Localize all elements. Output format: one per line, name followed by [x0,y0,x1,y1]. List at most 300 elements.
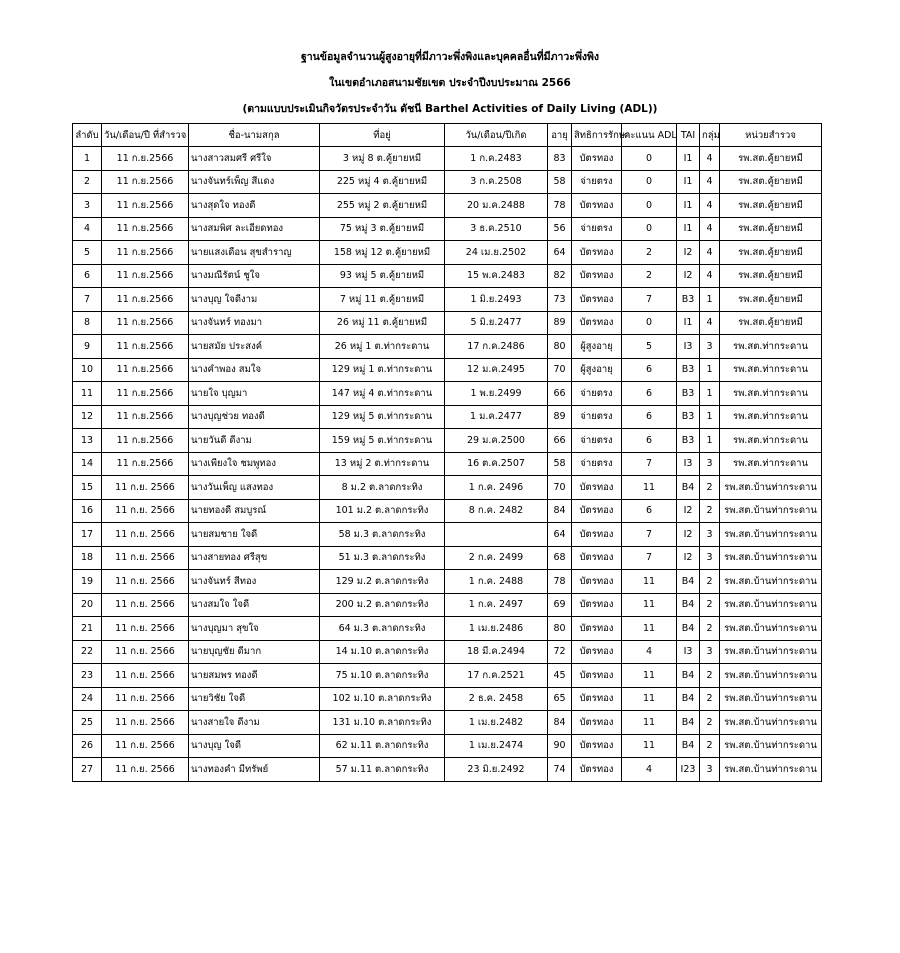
table-cell: 11 ก.ย.2566 [102,170,189,194]
table-cell: รพ.สต.คู้ยายหมี [720,170,822,194]
table-cell: 62 ม.11 ต.ลาดกระทิง [320,734,445,758]
table-cell: 27 [73,758,102,782]
table-cell: รพ.สต.บ้านท่ากระดาน [720,734,822,758]
table-cell: รพ.สต.บ้านท่ากระดาน [720,570,822,594]
table-cell: 16 [73,499,102,523]
table-cell: 1 [700,382,720,406]
table-cell: 3 หมู่ 8 ต.คู้ยายหมี [320,147,445,171]
table-cell: 18 [73,546,102,570]
table-cell: นายใจ บุญมา [189,382,320,406]
table-cell: 6 [622,429,677,453]
table-cell: นายสมพร ทองดี [189,664,320,688]
table-cell: 4 [622,758,677,782]
table-cell: รพ.สต.บ้านท่ากระดาน [720,593,822,617]
table-row [73,711,822,735]
table-cell: รพ.สต.ท่ากระดาน [720,358,822,382]
table-row [73,734,822,758]
table-cell: 2 [700,570,720,594]
title-line-1: ฐานข้อมูลจำนวนผู้สูงอายุที่มีภาวะพึ่งพิงและบุคคลอื่นที่มีภาวะพึ่งพิง [300,51,600,63]
table-cell: 72 [548,640,572,664]
table-cell: 17 [73,523,102,547]
table-cell: 58 [548,170,572,194]
table-cell: 56 [548,217,572,241]
table-row [73,499,822,523]
table-cell: I2 [677,264,700,288]
table-cell: รพ.สต.ท่ากระดาน [720,452,822,476]
table-cell: บัตรทอง [572,664,622,688]
table-cell: 13 [73,429,102,453]
table-cell: รพ.สต.บ้านท่ากระดาน [720,640,822,664]
table-cell: 66 [548,429,572,453]
table-cell: 2 [622,241,677,265]
table-cell: 75 ม.10 ต.ลาดกระทิง [320,664,445,688]
table-cell: B4 [677,664,700,688]
header-cell: คะแนน ADL [622,124,677,147]
table-cell: 3 ก.ค.2508 [445,170,548,194]
table-cell: 11 ก.ย.2566 [102,452,189,476]
table-cell: จ่ายตรง [572,217,622,241]
table-cell: ผู้สูงอายุ [572,358,622,382]
table-cell: 4 [700,170,720,194]
table-cell: I2 [677,241,700,265]
header-cell: ลำดับ [73,124,102,147]
table-cell: 4 [700,311,720,335]
table-cell: 158 หมู่ 12 ต.คู้ยายหมี [320,241,445,265]
table-cell: 4 [622,640,677,664]
table-cell: 14 [73,452,102,476]
table-cell: นายแสงเดือน สุขสำราญ [189,241,320,265]
table-cell: จ่ายตรง [572,452,622,476]
table-cell: นางจันทร์ ทองมา [189,311,320,335]
table-cell: 11 ก.ย.2566 [102,429,189,453]
table-cell: 7 [622,452,677,476]
table-cell: นายสมัย ประสงค์ [189,335,320,359]
table-cell: 11 [622,664,677,688]
table-cell: รพ.สต.ท่ากระดาน [720,405,822,429]
table-cell: บัตรทอง [572,711,622,735]
table-cell: รพ.สต.บ้านท่ากระดาน [720,546,822,570]
table-cell: 10 [73,358,102,382]
table-cell: จ่ายตรง [572,429,622,453]
table-cell: บัตรทอง [572,687,622,711]
table-cell: 3 ธ.ค.2510 [445,217,548,241]
table-cell: 102 ม.10 ต.ลาดกระทิง [320,687,445,711]
table-cell: B4 [677,687,700,711]
table-cell: 70 [548,476,572,500]
header-cell: กลุ่ม [700,124,720,147]
table-cell: 255 หมู่ 2 ต.คู้ยายหมี [320,194,445,218]
table-cell: รพ.สต.คู้ยายหมี [720,147,822,171]
table-cell: บัตรทอง [572,570,622,594]
table-cell: 6 [622,358,677,382]
table-cell: 25 [73,711,102,735]
table-cell: 7 [622,546,677,570]
table-cell: 11 ก.ย. 2566 [102,499,189,523]
table-row [73,382,822,406]
table-cell: 0 [622,217,677,241]
table-cell: รพ.สต.ท่ากระดาน [720,335,822,359]
table-cell: บัตรทอง [572,758,622,782]
table-cell: 21 [73,617,102,641]
table-cell: 73 [548,288,572,312]
table-cell: 11 [622,711,677,735]
elderly-adl-table [72,123,822,782]
table-cell: 7 [73,288,102,312]
table-cell: 80 [548,335,572,359]
table-cell [445,523,548,547]
table-cell: รพ.สต.บ้านท่ากระดาน [720,476,822,500]
table-cell: 89 [548,311,572,335]
table-cell: 82 [548,264,572,288]
table-cell: นางคำพอง สมใจ [189,358,320,382]
table-cell: นางมณีรัตน์ ชูใจ [189,264,320,288]
table-cell: 1 ม.ค.2477 [445,405,548,429]
table-cell: รพ.สต.คู้ยายหมี [720,217,822,241]
table-cell: นางสมใจ ใจดี [189,593,320,617]
table-cell: 80 [548,617,572,641]
table-cell: 11 ก.ย.2566 [102,335,189,359]
table-cell: 11 ก.ย.2566 [102,241,189,265]
table-cell: 11 ก.ย. 2566 [102,734,189,758]
table-cell: บัตรทอง [572,523,622,547]
table-cell: B3 [677,382,700,406]
table-cell: รพ.สต.คู้ยายหมี [720,264,822,288]
table-cell: 58 [548,452,572,476]
table-cell: นางบุญมา สุขใจ [189,617,320,641]
table-cell: 2 ก.ค. 2499 [445,546,548,570]
table-cell: บัตรทอง [572,617,622,641]
header-cell: อายุ [548,124,572,147]
table-cell: 6 [73,264,102,288]
table-cell: 1 ก.ค. 2488 [445,570,548,594]
table-cell: บัตรทอง [572,264,622,288]
table-cell: 4 [700,217,720,241]
table-cell: 74 [548,758,572,782]
table-cell: 5 [622,335,677,359]
table-cell: 2 [700,476,720,500]
table-cell: 1 [700,358,720,382]
table-cell: นายวิชัย ใจดี [189,687,320,711]
table-cell: นางวันเพ็ญ แสงทอง [189,476,320,500]
table-cell: 7 [622,523,677,547]
table-cell: 16 ต.ค.2507 [445,452,548,476]
table-cell: 75 หมู่ 3 ต.คู้ยายหมี [320,217,445,241]
table-row [73,452,822,476]
table-cell: 11 ก.ย. 2566 [102,546,189,570]
table-cell: 3 [700,452,720,476]
table-cell: B4 [677,476,700,500]
table-cell: ผู้สูงอายุ [572,335,622,359]
table-cell: I1 [677,170,700,194]
table-cell: 11 ก.ย.2566 [102,358,189,382]
table-cell: 159 หมู่ 5 ต.ท่ากระดาน [320,429,445,453]
table-cell: นางทองคำ มีทรัพย์ [189,758,320,782]
table-cell: 13 หมู่ 2 ต.ท่ากระดาน [320,452,445,476]
table-cell: 90 [548,734,572,758]
table-cell: 11 ก.ย. 2566 [102,476,189,500]
table-cell: บัตรทอง [572,640,622,664]
table-cell: 129 ม.2 ต.ลาดกระทิง [320,570,445,594]
table-cell: 70 [548,358,572,382]
title-line-3: (ตามแบบประเมินกิจวัตรประจำวัน ดัชนี Barthel Activities of Daily Living (ADL)) [242,103,658,115]
table-cell: B3 [677,288,700,312]
table-cell: I3 [677,335,700,359]
table-cell: 2 [73,170,102,194]
table-cell: 11 ก.ย.2566 [102,405,189,429]
table-cell: 14 ม.10 ต.ลาดกระทิง [320,640,445,664]
table-cell: 4 [700,147,720,171]
table-cell: I1 [677,194,700,218]
table-cell: นายทองดี สมบูรณ์ [189,499,320,523]
table-cell: 11 ก.ย. 2566 [102,640,189,664]
table-body [73,147,822,782]
table-cell: 9 [73,335,102,359]
header-cell: TAI [677,124,700,147]
table-cell: 89 [548,405,572,429]
table-cell: I1 [677,147,700,171]
table-row [73,617,822,641]
table-cell: B4 [677,617,700,641]
table-cell: 11 [73,382,102,406]
header-cell: หน่วยสำรวจ [720,124,822,147]
table-row [73,405,822,429]
table-cell: รพ.สต.บ้านท่ากระดาน [720,711,822,735]
document-title-block [0,44,900,122]
table-cell: 12 [73,405,102,429]
table-cell: รพ.สต.ท่ากระดาน [720,429,822,453]
table-cell: จ่ายตรง [572,405,622,429]
table-cell: 2 [700,664,720,688]
table-cell: 26 [73,734,102,758]
table-cell: 11 ก.ย. 2566 [102,711,189,735]
header-cell: สิทธิการรักษา [572,124,622,147]
table-cell: 15 [73,476,102,500]
table-cell: 3 [73,194,102,218]
table-cell: 5 มิ.ย.2477 [445,311,548,335]
table-cell: 2 [700,734,720,758]
table-cell: 58 ม.3 ต.ลาดกระทิง [320,523,445,547]
table-cell: I2 [677,523,700,547]
table-cell: 15 พ.ค.2483 [445,264,548,288]
table-row [73,546,822,570]
table-cell: 1 เม.ย.2486 [445,617,548,641]
table-cell: 11 ก.ย.2566 [102,264,189,288]
table-cell: I1 [677,217,700,241]
table-cell: 3 [700,523,720,547]
table-cell: 23 [73,664,102,688]
table-row [73,429,822,453]
table-cell: 45 [548,664,572,688]
table-cell: 2 [700,711,720,735]
table-cell: 65 [548,687,572,711]
table-cell: 83 [548,147,572,171]
table-cell: จ่ายตรง [572,382,622,406]
table-cell: 20 ม.ค.2488 [445,194,548,218]
table-cell: 200 ม.2 ต.ลาดกระทิง [320,593,445,617]
table-cell: รพ.สต.คู้ยายหมี [720,311,822,335]
table-cell: 1 [73,147,102,171]
table-cell: 129 หมู่ 1 ต.ท่ากระดาน [320,358,445,382]
table-cell: บัตรทอง [572,546,622,570]
table-cell: 64 ม.3 ต.ลาดกระทิง [320,617,445,641]
table-cell: นางสมพิศ ละเอียดทอง [189,217,320,241]
table-cell: 11 ก.ย.2566 [102,311,189,335]
table-cell: รพ.สต.คู้ยายหมี [720,194,822,218]
table-cell: 129 หมู่ 5 ต.ท่ากระดาน [320,405,445,429]
table-cell: 225 หมู่ 4 ต.คู้ยายหมี [320,170,445,194]
header-cell: วัน/เดือน/ปี ที่สำรวจ [102,124,189,147]
table-cell: 1 [700,405,720,429]
table-row [73,264,822,288]
table-cell: 2 [700,687,720,711]
table-cell: นางบุญ ใจดี [189,734,320,758]
table-cell: 23 มิ.ย.2492 [445,758,548,782]
table-row [73,523,822,547]
table-cell: บัตรทอง [572,241,622,265]
table-row [73,664,822,688]
table-cell: บัตรทอง [572,593,622,617]
table-cell: รพ.สต.บ้านท่ากระดาน [720,617,822,641]
table-cell: 3 [700,546,720,570]
table-cell: นางบุญ ใจดีงาม [189,288,320,312]
table-cell: 5 [73,241,102,265]
table-cell: I23 [677,758,700,782]
table-cell: 18 มี.ค.2494 [445,640,548,664]
table-cell: จ่ายตรง [572,170,622,194]
table-cell: 0 [622,311,677,335]
table-cell: 7 หมู่ 11 ต.คู้ยายหมี [320,288,445,312]
table-cell: 57 ม.11 ต.ลาดกระทิง [320,758,445,782]
table-cell: บัตรทอง [572,288,622,312]
header-cell: ชื่อ-นามสกุล [189,124,320,147]
table-row [73,194,822,218]
table-cell: 24 [73,687,102,711]
table-cell: รพ.สต.บ้านท่ากระดาน [720,499,822,523]
header-cell: ที่อยู่ [320,124,445,147]
table-cell: นางเพียงใจ ชมพูทอง [189,452,320,476]
table-cell: 1 [700,429,720,453]
table-header-row [73,124,822,147]
table-cell: รพ.สต.คู้ยายหมี [720,288,822,312]
table-cell: 84 [548,711,572,735]
table-cell: 8 ก.ค. 2482 [445,499,548,523]
table-row [73,593,822,617]
table-cell: บัตรทอง [572,147,622,171]
table-cell: B3 [677,358,700,382]
table-cell: บัตรทอง [572,734,622,758]
table-cell: 11 [622,687,677,711]
table-cell: 84 [548,499,572,523]
table-cell: 3 [700,335,720,359]
table-cell: 24 เม.ย.2502 [445,241,548,265]
table-cell: 11 ก.ย. 2566 [102,664,189,688]
table-cell: 3 [700,640,720,664]
table-cell: 4 [700,241,720,265]
table-cell: 64 [548,523,572,547]
table-cell: 101 ม.2 ต.ลาดกระทิง [320,499,445,523]
table-cell: 93 หมู่ 5 ต.คู้ยายหมี [320,264,445,288]
table-cell: 147 หมู่ 4 ต.ท่ากระดาน [320,382,445,406]
table-cell: 22 [73,640,102,664]
table-cell: 131 ม.10 ต.ลาดกระทิง [320,711,445,735]
table-cell: 11 ก.ย.2566 [102,382,189,406]
table-cell: บัตรทอง [572,311,622,335]
table-row [73,217,822,241]
table-row [73,241,822,265]
table-cell: 2 [700,593,720,617]
table-cell: รพ.สต.บ้านท่ากระดาน [720,687,822,711]
table-cell: 11 [622,593,677,617]
table-cell: 11 [622,734,677,758]
table-cell: บัตรทอง [572,194,622,218]
table-cell: บัตรทอง [572,499,622,523]
table-cell: บัตรทอง [572,476,622,500]
table-cell: นางสายใจ ดีงาม [189,711,320,735]
table-cell: นางสายทอง ศรีสุข [189,546,320,570]
table-cell: นางจันทร์ สีทอง [189,570,320,594]
table-row [73,335,822,359]
table-cell: 11 [622,617,677,641]
table-cell: 69 [548,593,572,617]
table-cell: นางสุดใจ ทองดี [189,194,320,218]
table-row [73,640,822,664]
table-cell: นายวันดี ดีงาม [189,429,320,453]
table-cell: 17 ก.ค.2486 [445,335,548,359]
table-cell: B4 [677,570,700,594]
table-cell: 0 [622,194,677,218]
table-cell: B3 [677,405,700,429]
table-cell: 3 [700,758,720,782]
table-cell: 1 [700,288,720,312]
table-cell: 2 ธ.ค. 2458 [445,687,548,711]
table-row [73,570,822,594]
table-cell: 11 ก.ย. 2566 [102,617,189,641]
table-cell: 0 [622,170,677,194]
table-cell: 4 [700,264,720,288]
table-cell: 4 [73,217,102,241]
table-cell: 6 [622,405,677,429]
table-cell: รพ.สต.ท่ากระดาน [720,382,822,406]
table-cell: 78 [548,570,572,594]
table-cell: 12 ม.ค.2495 [445,358,548,382]
table-cell: 11 ก.ย.2566 [102,194,189,218]
table-cell: 11 ก.ย. 2566 [102,570,189,594]
table-cell: 11 ก.ย. 2566 [102,758,189,782]
table-cell: 11 ก.ย. 2566 [102,687,189,711]
table-cell: 2 [700,617,720,641]
table-cell: 68 [548,546,572,570]
table-cell: 8 [73,311,102,335]
table-cell: 66 [548,382,572,406]
table-row [73,147,822,171]
table-cell: B3 [677,429,700,453]
table-cell: 1 ก.ค.2483 [445,147,548,171]
table-cell: 6 [622,382,677,406]
table-cell: นางจันทร์เพ็ญ สีแดง [189,170,320,194]
table-cell: 1 เม.ย.2474 [445,734,548,758]
table-cell: 1 มิ.ย.2493 [445,288,548,312]
table-cell: 8 ม.2 ต.ลาดกระทิง [320,476,445,500]
table-cell: 2 [700,499,720,523]
header-cell: วัน/เดือน/ปีเกิด [445,124,548,147]
table-cell: 1 ก.ค. 2497 [445,593,548,617]
table-cell: 11 ก.ย.2566 [102,147,189,171]
table-cell: 1 พ.ย.2499 [445,382,548,406]
table-cell: 19 [73,570,102,594]
table-row [73,758,822,782]
table-cell: 26 หมู่ 1 ต.ท่ากระดาน [320,335,445,359]
table-cell: I1 [677,311,700,335]
